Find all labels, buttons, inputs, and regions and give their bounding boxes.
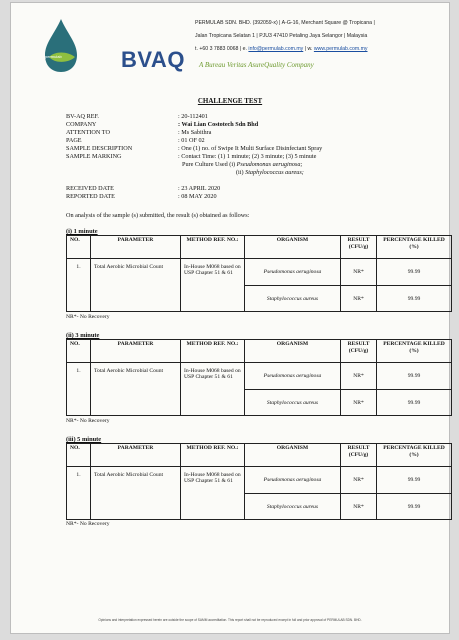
no-recovery-note: NR*- No Recovery <box>66 521 110 527</box>
results-table <box>66 443 452 520</box>
water-drop-icon <box>39 17 91 73</box>
address-line: Jalan Tropicana Selatan 1 | PJU3 47410 Petaling Jaya Selangor | Malaysia <box>195 33 368 39</box>
table-row: 1. Total Aerobic Microbial Count In-House M068 based on USP Chapter 51 & 61 Pseudomonas aeruginosa NR* 99.99 <box>67 363 452 390</box>
footer-disclaimer: Opinions and interpretation expressed herein are outside the scope of SAMM accreditation. This report shall not be reproduced except in full and prior approval of PERMULAB SDN. BHD. <box>98 618 362 622</box>
results-table <box>66 339 452 416</box>
table-row: Staphylococcus aureus NR* 99.99 <box>67 286 452 312</box>
page-title: CHALLENGE TEST <box>197 97 263 105</box>
section-title: (iii) 5 minute <box>66 436 102 443</box>
table-row: 1. Total Aerobic Microbial Count In-House M068 based on USP Chapter 51 & 61 Pseudomonas aeruginosa NR* 99.99 <box>67 467 452 494</box>
intro-text: On analysis of the sample (s) submitted, the result (s) obtained as follows: <box>66 212 250 219</box>
table-header-row: NO. PARAMETER METHOD REF. NO.: ORGANISM RESULT (CFU/g) PERCENTAGE KILLED (%) <box>67 444 452 467</box>
table-row: Staphylococcus aureus NR* 99.99 <box>67 390 452 416</box>
table-header-row: NO. PARAMETER METHOD REF. NO.: ORGANISM RESULT (CFU/g) PERCENTAGE KILLED (%) <box>67 236 452 259</box>
section-title: (i) 1 minute <box>66 228 98 235</box>
brand-name: BVAQ <box>121 47 185 72</box>
report-page: permulab BVAQ PERMULAB SDN. BHD. (392059-x) | A-G-16, Merchant Square @ Tropicana | Jalan Tropicana Selatan 1 | PJU3 47410 Petaling Jaya Selangor | Malaysia t. +60 3 7883 0068 | e. info@permulab.com.my | w. www.permulab.com.my A Bureau Veritas AsureQuality Company CHALLENGE TEST BV-AQ REF. : 20-112401 COMPANY : Wai Lian Costotech Sdn Bhd ATTENTION TO : Ms Sabithra PAGE : 01 OF 02 SAMPLE DESCRIPTION : One (1) no. of Swipe It Multi Surface Disinfectant Spray SAMPLE MARKING : Contact Time: (1) 1 minute; (2) 3 minute; (3) 5 minute Pure Culture Used (i) Pseudomonas aeruginosa; (ii) Staphylococcus aureus; RECEIVED DATE : 23 APRIL 2020 REPORTED DATE : 08 MAY 2020 On analysis of the sample (s) submitted, the result (s) obtained as follows: (i) 1 minute NO. PARAMETER METHOD REF. NO.: ORGANISM RESULT (CFU/g) PERCENTAGE KILLED (%) 1. Total Aerobic Microbial Count In-House M068 based on USP Chapter 51 & 61 Pseudomonas aeruginosa NR* 99.99 Staphylococcus aureus NR* 99.99 NR*- No Recovery (ii) 3 minute NO. PARAMETER METHOD REF. NO.: ORGANISM RESULT (CFU/g) PERCENTAGE KILLED (%) 1. Total Aerobic Microbial Count In-House M068 based on USP Chapter 51 & 61 Pseudomonas aeruginosa NR* 99.99 Staphylococcus aureus NR* 99.99 NR*- No Recovery (iii) 5 minute NO. PARAMETER METHOD REF. NO.: ORGANISM RESULT (CFU/g) PERCENTAGE KILLED (%) 1. Total Aerobic Microbial Count In-House M068 based on USP Chapter 51 & 61 Pseudomonas aeruginosa NR* 99.99 Staphylococcus aureus NR* 99.99 NR*- No Recovery Opinions and interpretation expressed herein are outside the scope of SAMM accreditation. This report shall not be reproduced except in full and prior approval of PERMULAB SDN. BHD. <box>10 2 450 634</box>
logo-drop-text: permulab <box>45 54 62 59</box>
contact-line: t. +60 3 7883 0068 | e. info@permulab.com.my | w. www.permulab.com.my <box>195 46 368 52</box>
website-link[interactable]: www.permulab.com.my <box>313 46 368 52</box>
no-recovery-note: NR*- No Recovery <box>66 314 110 320</box>
table-row: 1. Total Aerobic Microbial Count In-House M068 based on USP Chapter 51 & 61 Pseudomonas aeruginosa NR* 99.99 <box>67 259 452 286</box>
results-table <box>66 235 452 312</box>
no-recovery-note: NR*- No Recovery <box>66 418 110 424</box>
tagline: A Bureau Veritas AsureQuality Company <box>199 61 314 69</box>
bvaq-logo <box>39 17 189 73</box>
section-title: (ii) 3 minute <box>66 332 100 339</box>
table-header-row: NO. PARAMETER METHOD REF. NO.: ORGANISM RESULT (CFU/g) PERCENTAGE KILLED (%) <box>67 340 452 363</box>
email-link[interactable]: info@permulab.com.my <box>248 46 304 52</box>
company-line: PERMULAB SDN. BHD. (392059-x) | A-G-16, Merchant Square @ Tropicana | <box>195 20 375 26</box>
table-row: Staphylococcus aureus NR* 99.99 <box>67 494 452 520</box>
